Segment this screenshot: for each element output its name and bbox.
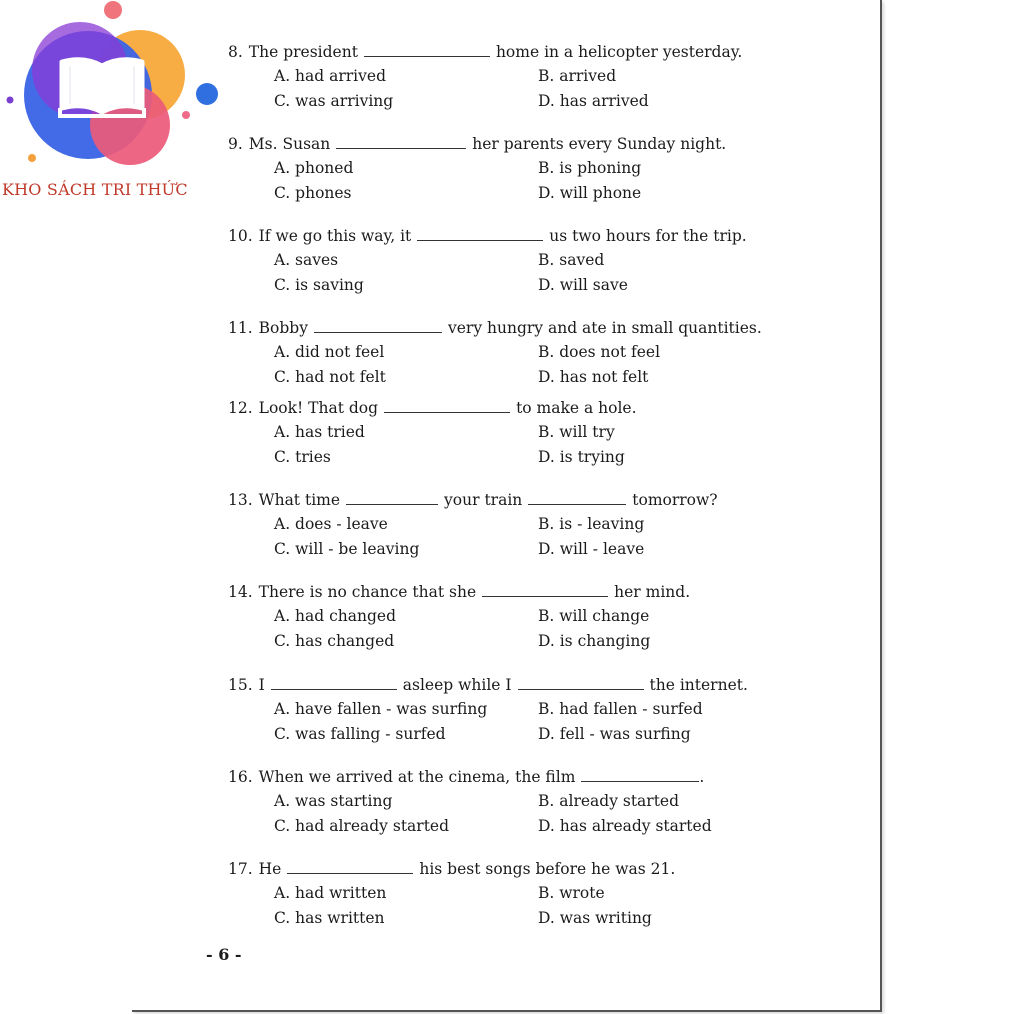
answer-option-b: B. is - leaving <box>538 515 645 533</box>
answer-option-d: D. will save <box>538 276 628 294</box>
question-text: very hungry and ate in small quantities. <box>447 319 762 337</box>
question-stem <box>228 767 828 787</box>
answer-blank <box>287 859 413 874</box>
question-text: his best songs before he was 21. <box>419 860 676 878</box>
logo-text: KHO SÁCH TRI THỨC <box>2 180 188 199</box>
question-number: 11. <box>228 319 253 337</box>
answer-option-c: C. tries <box>274 448 331 466</box>
question-item <box>228 582 828 656</box>
answer-blank <box>346 490 438 505</box>
options-grid <box>228 422 828 472</box>
answer-option-a: A. have fallen - was surfing <box>274 700 488 718</box>
question-text: home in a helicopter yesterday. <box>495 43 743 61</box>
answer-option-d: D. will - leave <box>538 540 645 558</box>
question-text: her parents every Sunday night. <box>472 135 727 153</box>
options-grid <box>228 699 828 749</box>
question-stem <box>228 675 828 695</box>
answer-blank <box>384 398 510 413</box>
question-number: 10. <box>228 227 253 245</box>
answer-option-b: B. had fallen - surfed <box>538 700 703 718</box>
question-number: 15. <box>228 676 253 694</box>
answer-option-a: A. had written <box>274 884 387 902</box>
options-grid <box>228 791 828 841</box>
options-grid <box>228 342 828 392</box>
answer-blank <box>581 767 699 782</box>
options-grid <box>228 158 828 208</box>
answer-option-c: C. had not felt <box>274 368 386 386</box>
question-text: Ms. Susan <box>248 135 331 153</box>
answer-option-b: B. arrived <box>538 67 617 85</box>
answer-option-d: D. has already started <box>538 817 712 835</box>
question-text: What time <box>258 491 341 509</box>
answer-option-b: B. wrote <box>538 884 605 902</box>
question-text: I <box>258 676 265 694</box>
answer-blank <box>518 675 644 690</box>
question-text: . <box>699 768 705 786</box>
answer-option-a: A. was starting <box>274 792 393 810</box>
question-text: tomorrow? <box>632 491 718 509</box>
question-item <box>228 318 828 392</box>
question-text: asleep while I <box>402 676 512 694</box>
answer-option-a: A. saves <box>274 251 339 269</box>
question-number: 9. <box>228 135 243 153</box>
brand-logo <box>0 0 230 210</box>
answer-blank <box>528 490 626 505</box>
question-number: 13. <box>228 491 253 509</box>
answer-blank <box>336 134 466 149</box>
question-number: 12. <box>228 399 253 417</box>
answer-option-c: C. is saving <box>274 276 364 294</box>
answer-option-c: C. had already started <box>274 817 450 835</box>
question-item <box>228 675 828 749</box>
answer-blank <box>482 582 608 597</box>
question-item <box>228 226 828 300</box>
answer-option-c: C. phones <box>274 184 352 202</box>
answer-blank <box>271 675 397 690</box>
question-stem <box>228 859 828 879</box>
question-text: Bobby <box>258 319 308 337</box>
question-item <box>228 398 828 472</box>
answer-option-d: D. has arrived <box>538 92 649 110</box>
answer-blank <box>314 318 442 333</box>
question-number: 16. <box>228 768 253 786</box>
question-stem <box>228 318 828 338</box>
answer-option-b: B. is phoning <box>538 159 642 177</box>
answer-option-d: D. is trying <box>538 448 625 466</box>
page-number: - 6 - <box>206 945 242 964</box>
answer-option-a: A. had changed <box>274 607 397 625</box>
question-stem <box>228 490 828 510</box>
question-stem <box>228 398 828 418</box>
question-text: to make a hole. <box>516 399 637 417</box>
open-book-logo-icon <box>0 0 230 180</box>
question-stem <box>228 582 828 602</box>
answer-blank <box>417 226 543 241</box>
question-stem <box>228 42 828 62</box>
question-item <box>228 767 828 841</box>
options-grid <box>228 606 828 656</box>
question-text: your train <box>444 491 523 509</box>
question-number: 8. <box>228 43 243 61</box>
question-number: 17. <box>228 860 253 878</box>
question-number: 14. <box>228 583 253 601</box>
answer-option-c: C. was arriving <box>274 92 394 110</box>
question-text: When we arrived at the cinema, the film <box>258 768 576 786</box>
options-grid <box>228 66 828 116</box>
question-text: He <box>258 860 282 878</box>
question-text: Look! That dog <box>258 399 379 417</box>
answer-option-d: D. has not felt <box>538 368 649 386</box>
answer-option-b: B. will try <box>538 423 615 441</box>
answer-option-d: D. was writing <box>538 909 652 927</box>
answer-option-d: D. will phone <box>538 184 642 202</box>
answer-option-b: B. will change <box>538 607 650 625</box>
options-grid <box>228 250 828 300</box>
answer-option-a: A. phoned <box>274 159 354 177</box>
answer-option-c: C. will - be leaving <box>274 540 420 558</box>
options-grid <box>228 514 828 564</box>
answer-option-d: D. is changing <box>538 632 651 650</box>
question-item <box>228 134 828 208</box>
answer-option-c: C. has written <box>274 909 385 927</box>
answer-option-a: A. had arrived <box>274 67 386 85</box>
question-item <box>228 42 828 116</box>
question-item <box>228 490 828 564</box>
question-stem <box>228 226 828 246</box>
answer-option-a: A. has tried <box>274 423 365 441</box>
question-stem <box>228 134 828 154</box>
question-text: If we go this way, it <box>258 227 412 245</box>
answer-option-b: B. saved <box>538 251 605 269</box>
options-grid <box>228 883 828 933</box>
question-item <box>228 859 828 933</box>
answer-option-a: A. does - leave <box>274 515 388 533</box>
question-text: us two hours for the trip. <box>549 227 747 245</box>
answer-option-b: B. does not feel <box>538 343 661 361</box>
answer-option-d: D. fell - was surfing <box>538 725 691 743</box>
question-text: the internet. <box>649 676 748 694</box>
answer-option-a: A. did not feel <box>274 343 385 361</box>
answer-option-b: B. already started <box>538 792 680 810</box>
question-text: her mind. <box>614 583 691 601</box>
answer-option-c: C. was falling - surfed <box>274 725 446 743</box>
answer-option-c: C. has changed <box>274 632 395 650</box>
question-text: There is no chance that she <box>258 583 477 601</box>
question-text: The president <box>248 43 358 61</box>
answer-blank <box>364 42 490 57</box>
